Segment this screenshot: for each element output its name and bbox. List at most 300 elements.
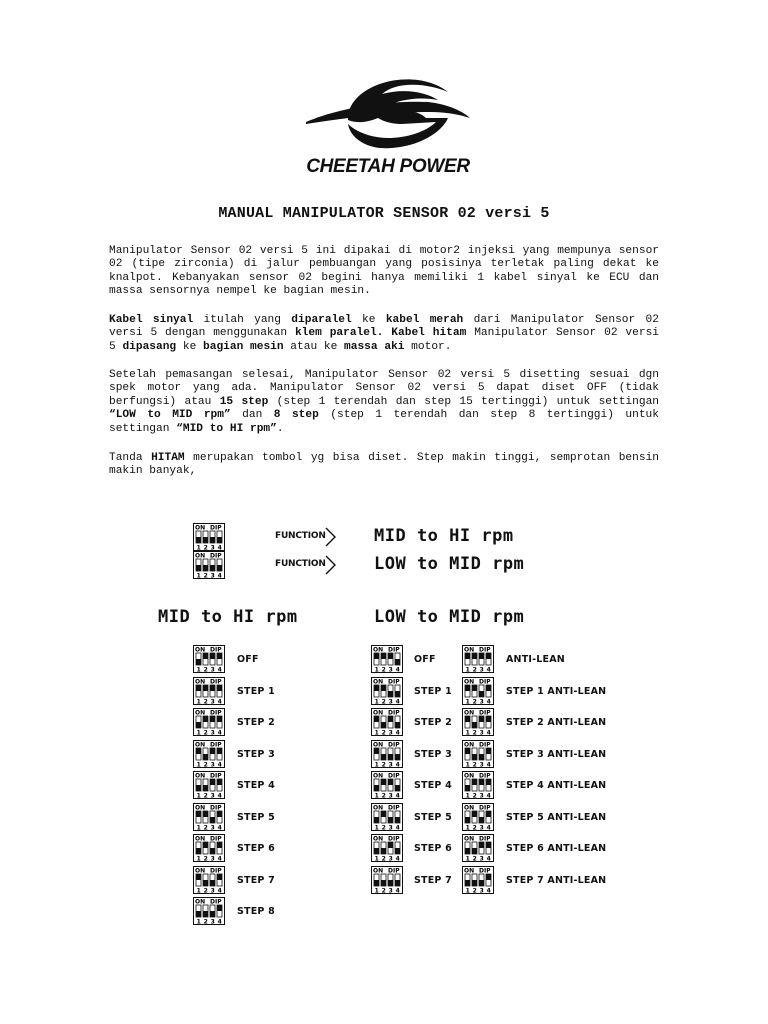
switch-dip-label: DIP: [210, 898, 222, 906]
switch-number: 1: [465, 792, 470, 799]
switch-number: 4: [395, 698, 400, 705]
switch-number: 2: [203, 698, 208, 705]
switch-knob-on: [210, 716, 215, 722]
switch-knob-on: [217, 653, 222, 659]
dip-switch: [193, 740, 225, 768]
switch-number: 4: [217, 824, 222, 831]
switch-knob-off: [203, 911, 208, 917]
switch-number: 2: [203, 572, 208, 579]
switch-knob-off: [210, 565, 215, 571]
low-to-mid-row-label: STEP 2: [414, 717, 452, 728]
bold-text: bagian mesin: [203, 340, 284, 353]
switch-dip-label: DIP: [210, 867, 222, 874]
switch-knob-off: [196, 911, 201, 917]
switch-number: 4: [486, 666, 491, 673]
switch-number: 2: [381, 729, 386, 736]
switch-on-label: ON: [464, 646, 475, 654]
bold-text: “MID to HI rpm”: [176, 422, 277, 435]
switch-number: 1: [374, 855, 379, 862]
switch-knob-on: [472, 811, 477, 817]
bold-text: 8 step: [273, 409, 319, 422]
paragraph-note: [109, 452, 659, 479]
dip-switch: [371, 677, 403, 705]
switch-dip-label: DIP: [388, 804, 400, 811]
switch-knob-off: [217, 537, 222, 543]
switch-knob-on: [217, 779, 222, 785]
switch-knob-on: [381, 653, 386, 659]
switch-knob-off: [381, 754, 386, 760]
switch-dip-label: DIP: [479, 646, 491, 654]
switch-knob-on: [388, 842, 393, 848]
switch-knob-off: [210, 817, 215, 823]
switch-number: 4: [395, 666, 400, 673]
body-text: (step 1 terendah dan step 8 tertinggi) untuk settingan: [109, 409, 659, 435]
switch-knob-on: [486, 874, 491, 880]
switch-number: 3: [388, 887, 393, 894]
switch-knob-on: [210, 748, 215, 754]
switch-knob-off: [196, 722, 201, 728]
switch-knob-on: [210, 779, 215, 785]
paragraph-setting: [109, 369, 659, 436]
switch-on-label: ON: [464, 678, 475, 685]
switch-on-label: ON: [373, 772, 384, 780]
switch-knob-on: [217, 716, 222, 722]
switch-number: 2: [472, 698, 477, 705]
switch-dip-label: DIP: [388, 835, 400, 843]
switch-on-label: ON: [373, 646, 384, 654]
switch-knob-off: [395, 848, 400, 854]
switch-number: 4: [486, 761, 491, 768]
switch-knob-on: [388, 716, 393, 722]
switch-dip-label: DIP: [388, 646, 400, 654]
switch-knob-on: [479, 716, 484, 722]
bold-text: diparalel: [291, 314, 352, 326]
anti-lean-row-label: ANTI-LEAN: [506, 654, 565, 665]
paragraph-intro: [109, 245, 659, 299]
dip-switch: [193, 708, 225, 736]
switch-number: 3: [479, 729, 484, 736]
switch-knob-on: [486, 685, 491, 691]
switch-on-label: ON: [373, 678, 384, 685]
switch-knob-on: [374, 685, 379, 691]
switch-on-label: ON: [373, 835, 384, 843]
dip-switch: [193, 897, 225, 925]
switch-number: 4: [486, 698, 491, 705]
switch-number: 3: [388, 729, 393, 736]
switch-knob-off: [388, 880, 393, 886]
switch-number: 2: [203, 824, 208, 831]
switch-dip-label: DIP: [479, 709, 491, 717]
switch-number: 1: [196, 855, 201, 862]
switch-number: 2: [203, 761, 208, 768]
dip-switch: [371, 771, 403, 799]
switch-number: 2: [472, 729, 477, 736]
switch-number: 4: [217, 729, 222, 736]
switch-knob-on: [203, 842, 208, 848]
switch-number: 3: [388, 698, 393, 705]
dip-switch: [462, 866, 494, 894]
function-mode: LOW to MID rpm: [374, 554, 525, 574]
switch-number: 1: [374, 792, 379, 799]
switch-number: 1: [196, 824, 201, 831]
switch-knob-on: [472, 779, 477, 785]
switch-knob-on: [196, 685, 201, 691]
bold-text: “LOW to MID rpm”: [109, 409, 231, 422]
logo-text: CHEETAH POWER: [306, 156, 470, 177]
switch-dip-label: DIP: [479, 772, 491, 780]
switch-knob-off: [196, 537, 201, 543]
switch-knob-on: [217, 685, 222, 691]
switch-number: 3: [479, 887, 484, 894]
bold-text: dipasang: [122, 340, 177, 353]
switch-number: 4: [486, 792, 491, 799]
switch-knob-off: [210, 848, 215, 854]
switch-on-label: ON: [195, 709, 206, 717]
switch-number: 2: [203, 918, 208, 925]
switch-knob-on: [479, 779, 484, 785]
switch-number: 1: [465, 666, 470, 673]
switch-number: 4: [486, 855, 491, 862]
bold-text: HITAM: [151, 452, 185, 464]
switch-number: 2: [472, 824, 477, 831]
body-text: ke: [176, 340, 204, 353]
switch-knob-on: [486, 842, 491, 848]
mid-to-hi-row-label: STEP 6: [237, 843, 275, 854]
switch-knob-on: [388, 653, 393, 659]
switch-on-label: ON: [373, 867, 384, 874]
switch-knob-on: [374, 748, 379, 754]
switch-knob-on: [217, 811, 222, 817]
switch-knob-on: [465, 716, 470, 722]
switch-number: 3: [210, 824, 215, 831]
switch-knob-on: [486, 748, 491, 754]
switch-on-label: ON: [464, 772, 475, 780]
switch-number: 3: [210, 544, 215, 551]
switch-number: 3: [210, 918, 215, 925]
switch-dip-label: DIP: [388, 678, 400, 685]
switch-number: 3: [388, 824, 393, 831]
dip-switch: [462, 834, 494, 862]
switch-on-label: ON: [464, 804, 475, 811]
switch-number: 1: [465, 729, 470, 736]
dip-switch: [193, 677, 225, 705]
switch-on-label: ON: [195, 678, 206, 685]
switch-number: 1: [374, 729, 379, 736]
switch-knob-on: [374, 653, 379, 659]
dip-switch: [193, 866, 225, 894]
switch-on-label: ON: [373, 804, 384, 811]
dip-switch: [462, 771, 494, 799]
switch-number: 4: [395, 792, 400, 799]
switch-on-label: ON: [195, 835, 206, 843]
switch-on-label: ON: [195, 867, 206, 874]
switch-number: 2: [381, 761, 386, 768]
switch-number: 3: [388, 855, 393, 862]
switch-knob-off: [395, 754, 400, 760]
switch-knob-off: [381, 848, 386, 854]
switch-knob-on: [374, 716, 379, 722]
chevron-right-icon: [325, 527, 337, 552]
switch-knob-off: [465, 880, 470, 886]
switch-number: 1: [465, 761, 470, 768]
switch-number: 1: [465, 887, 470, 894]
switch-dip-label: DIP: [210, 709, 222, 717]
switch-number: 4: [217, 572, 222, 579]
body-text: dari Manipulator Sensor 02 versi 5 dengan menggunakan: [109, 314, 659, 340]
switch-knob-off: [395, 659, 400, 665]
anti-lean-row-label: STEP 6 ANTI-LEAN: [506, 843, 607, 854]
switch-knob-off: [472, 848, 477, 854]
switch-knob-on: [196, 748, 201, 754]
switch-knob-off: [196, 848, 201, 854]
switch-knob-off: [472, 880, 477, 886]
switch-knob-on: [486, 779, 491, 785]
switch-knob-off: [374, 880, 379, 886]
switch-on-label: ON: [195, 772, 206, 780]
switch-knob-off: [196, 659, 201, 665]
switch-knob-off: [395, 880, 400, 886]
switch-dip-label: DIP: [479, 804, 491, 811]
switch-knob-off: [374, 848, 379, 854]
switch-number: 3: [210, 761, 215, 768]
bold-text: 15 step: [219, 395, 269, 408]
switch-knob-off: [465, 817, 470, 823]
switch-knob-on: [217, 905, 222, 911]
switch-knob-off: [203, 785, 208, 791]
switch-knob-off: [388, 691, 393, 697]
dip-switch: [371, 708, 403, 736]
dip-switch: [193, 803, 225, 831]
switch-number: 4: [217, 855, 222, 862]
switch-number: 4: [395, 824, 400, 831]
switch-number: 2: [203, 887, 208, 894]
switch-number: 3: [479, 824, 484, 831]
switch-number: 4: [395, 855, 400, 862]
chevron-right-icon: [325, 555, 337, 580]
switch-number: 2: [203, 544, 208, 551]
low-to-mid-row-label: STEP 4: [414, 780, 452, 791]
switch-dip-label: DIP: [479, 835, 491, 843]
anti-lean-row-label: STEP 4 ANTI-LEAN: [506, 780, 607, 791]
dip-switch: [462, 645, 494, 673]
switch-knob-on: [465, 748, 470, 754]
switch-number: 4: [217, 544, 222, 551]
switch-knob-on: [210, 685, 215, 691]
switch-number: 3: [210, 666, 215, 673]
dip-switch: [371, 740, 403, 768]
switch-knob-off: [203, 537, 208, 543]
switch-knob-off: [203, 565, 208, 571]
switch-knob-off: [381, 880, 386, 886]
switch-dip-label: DIP: [479, 867, 491, 874]
switch-knob-on: [203, 716, 208, 722]
mid-to-hi-row-label: STEP 3: [237, 748, 275, 760]
switch-number: 4: [395, 729, 400, 736]
body-text: (step 1 terendah dan step 15 tertinggi) untuk settingan: [268, 395, 659, 408]
dip-switch: [462, 708, 494, 736]
mid-to-hi-header: MID to HI rpm: [158, 607, 298, 627]
switch-knob-on: [196, 874, 201, 880]
switch-number: 3: [210, 887, 215, 894]
switch-knob-on: [381, 779, 386, 785]
switch-knob-on: [381, 811, 386, 817]
switch-dip-label: DIP: [210, 524, 222, 532]
switch-on-label: ON: [195, 804, 206, 811]
switch-knob-off: [210, 537, 215, 543]
dip-switch: [371, 834, 403, 862]
switch-number: 2: [472, 792, 477, 799]
switch-number: 1: [196, 761, 201, 768]
switch-number: 2: [472, 666, 477, 673]
bold-text: Kabel sinyal: [109, 314, 194, 326]
switch-number: 1: [196, 887, 201, 894]
switch-on-label: ON: [195, 646, 206, 654]
switch-knob-on: [381, 685, 386, 691]
switch-number: 4: [395, 887, 400, 894]
dip-switch: [371, 866, 403, 894]
dip-switch: [371, 803, 403, 831]
switch-knob-off: [395, 691, 400, 697]
dip-switch: [193, 645, 225, 673]
switch-number: 2: [472, 855, 477, 862]
mid-to-hi-row-label: OFF: [237, 654, 259, 665]
switch-knob-off: [203, 754, 208, 760]
switch-number: 2: [381, 887, 386, 894]
dip-switch: [193, 523, 225, 551]
mid-to-hi-row-label: STEP 5: [237, 811, 275, 823]
switch-dip-label: DIP: [210, 804, 222, 811]
switch-number: 1: [196, 666, 201, 673]
low-to-mid-row-label: STEP 6: [414, 843, 452, 854]
bold-text: Kabel hitam: [391, 327, 467, 340]
switch-number: 3: [388, 792, 393, 799]
low-to-mid-row-label: STEP 7: [414, 874, 452, 886]
switch-number: 1: [196, 792, 201, 799]
switch-number: 1: [465, 698, 470, 705]
switch-number: 4: [486, 824, 491, 831]
switch-number: 4: [486, 729, 491, 736]
switch-knob-off: [465, 848, 470, 854]
switch-on-label: ON: [195, 741, 206, 748]
switch-knob-on: [196, 811, 201, 817]
switch-knob-on: [472, 653, 477, 659]
anti-lean-row-label: STEP 2 ANTI-LEAN: [506, 717, 607, 728]
switch-on-label: ON: [195, 898, 206, 906]
anti-lean-row-label: STEP 3 ANTI-LEAN: [506, 748, 607, 760]
switch-dip-label: DIP: [479, 741, 491, 748]
switch-on-label: ON: [464, 709, 475, 717]
switch-knob-on: [203, 685, 208, 691]
switch-knob-off: [374, 785, 379, 791]
switch-number: 2: [472, 761, 477, 768]
switch-number: 1: [196, 572, 201, 579]
switch-knob-on: [203, 653, 208, 659]
bold-text: klem paralel.: [294, 327, 384, 340]
switch-dip-label: DIP: [388, 741, 400, 748]
switch-number: 1: [374, 887, 379, 894]
paragraph-wiring: [109, 314, 659, 354]
body-text: ke: [351, 314, 386, 326]
switch-knob-off: [374, 817, 379, 823]
low-to-mid-row-label: OFF: [414, 654, 436, 665]
switch-knob-on: [210, 653, 215, 659]
switch-on-label: ON: [195, 552, 206, 560]
switch-number: 1: [196, 729, 201, 736]
switch-knob-off: [210, 880, 215, 886]
switch-dip-label: DIP: [388, 772, 400, 780]
body-text: Setelah pemasangan selesai, Manipulator Sensor 02 versi 5 disetting sesuai dgn spek motor yang ada. Manipulator Sensor 02 versi 5 dapat diset OFF (tidak berfungsi) atau: [109, 369, 659, 408]
low-to-mid-row-label: STEP 1: [414, 685, 452, 697]
switch-knob-off: [395, 785, 400, 791]
body-text: atau ke: [283, 340, 345, 353]
switch-number: 2: [203, 792, 208, 799]
switch-dip-label: DIP: [479, 678, 491, 685]
bold-text: kabel merah: [385, 314, 464, 326]
body-text: motor.: [404, 340, 452, 353]
function-label: FUNCTION: [275, 559, 326, 569]
function-mode: MID to HI rpm: [374, 526, 514, 546]
anti-lean-row-label: STEP 7 ANTI-LEAN: [506, 874, 607, 886]
switch-number: 4: [217, 761, 222, 768]
switch-number: 3: [388, 666, 393, 673]
switch-number: 3: [210, 572, 215, 579]
switch-number: 3: [210, 855, 215, 862]
switch-knob-off: [479, 754, 484, 760]
switch-dip-label: DIP: [210, 646, 222, 654]
switch-knob-off: [479, 691, 484, 697]
switch-number: 3: [210, 792, 215, 799]
switch-number: 3: [479, 666, 484, 673]
switch-number: 1: [374, 666, 379, 673]
switch-knob-off: [465, 785, 470, 791]
switch-on-label: ON: [464, 867, 475, 874]
switch-knob-on: [479, 842, 484, 848]
switch-dip-label: DIP: [210, 678, 222, 685]
switch-number: 1: [374, 761, 379, 768]
mid-to-hi-row-label: STEP 1: [237, 685, 275, 697]
dip-switch: [193, 771, 225, 799]
switch-knob-on: [486, 716, 491, 722]
switch-number: 4: [486, 887, 491, 894]
switch-number: 3: [479, 698, 484, 705]
body-text: Tanda: [109, 452, 152, 464]
switch-dip-label: DIP: [388, 709, 400, 717]
switch-number: 3: [210, 729, 215, 736]
switch-number: 4: [395, 761, 400, 768]
dip-switch: [462, 740, 494, 768]
body-text: merupakan tombol yg bisa diset. Step makin tinggi, semprotan bensin makin banyak,: [109, 452, 659, 478]
switch-dip-label: DIP: [210, 552, 222, 560]
switch-number: 2: [381, 698, 386, 705]
switch-number: 3: [479, 761, 484, 768]
switch-number: 2: [381, 792, 386, 799]
switch-number: 4: [217, 792, 222, 799]
function-label: FUNCTION: [275, 531, 326, 541]
switch-knob-on: [465, 653, 470, 659]
switch-knob-off: [472, 722, 477, 728]
switch-number: 1: [465, 855, 470, 862]
dip-switch: [193, 834, 225, 862]
switch-on-label: ON: [464, 835, 475, 843]
switch-knob-off: [479, 817, 484, 823]
switch-number: 2: [203, 729, 208, 736]
switch-number: 3: [388, 761, 393, 768]
switch-number: 1: [196, 544, 201, 551]
switch-number: 1: [374, 698, 379, 705]
switch-on-label: ON: [464, 741, 475, 748]
document-title: MANUAL MANIPULATOR SENSOR 02 versi 5: [218, 205, 550, 222]
switch-knob-off: [388, 754, 393, 760]
